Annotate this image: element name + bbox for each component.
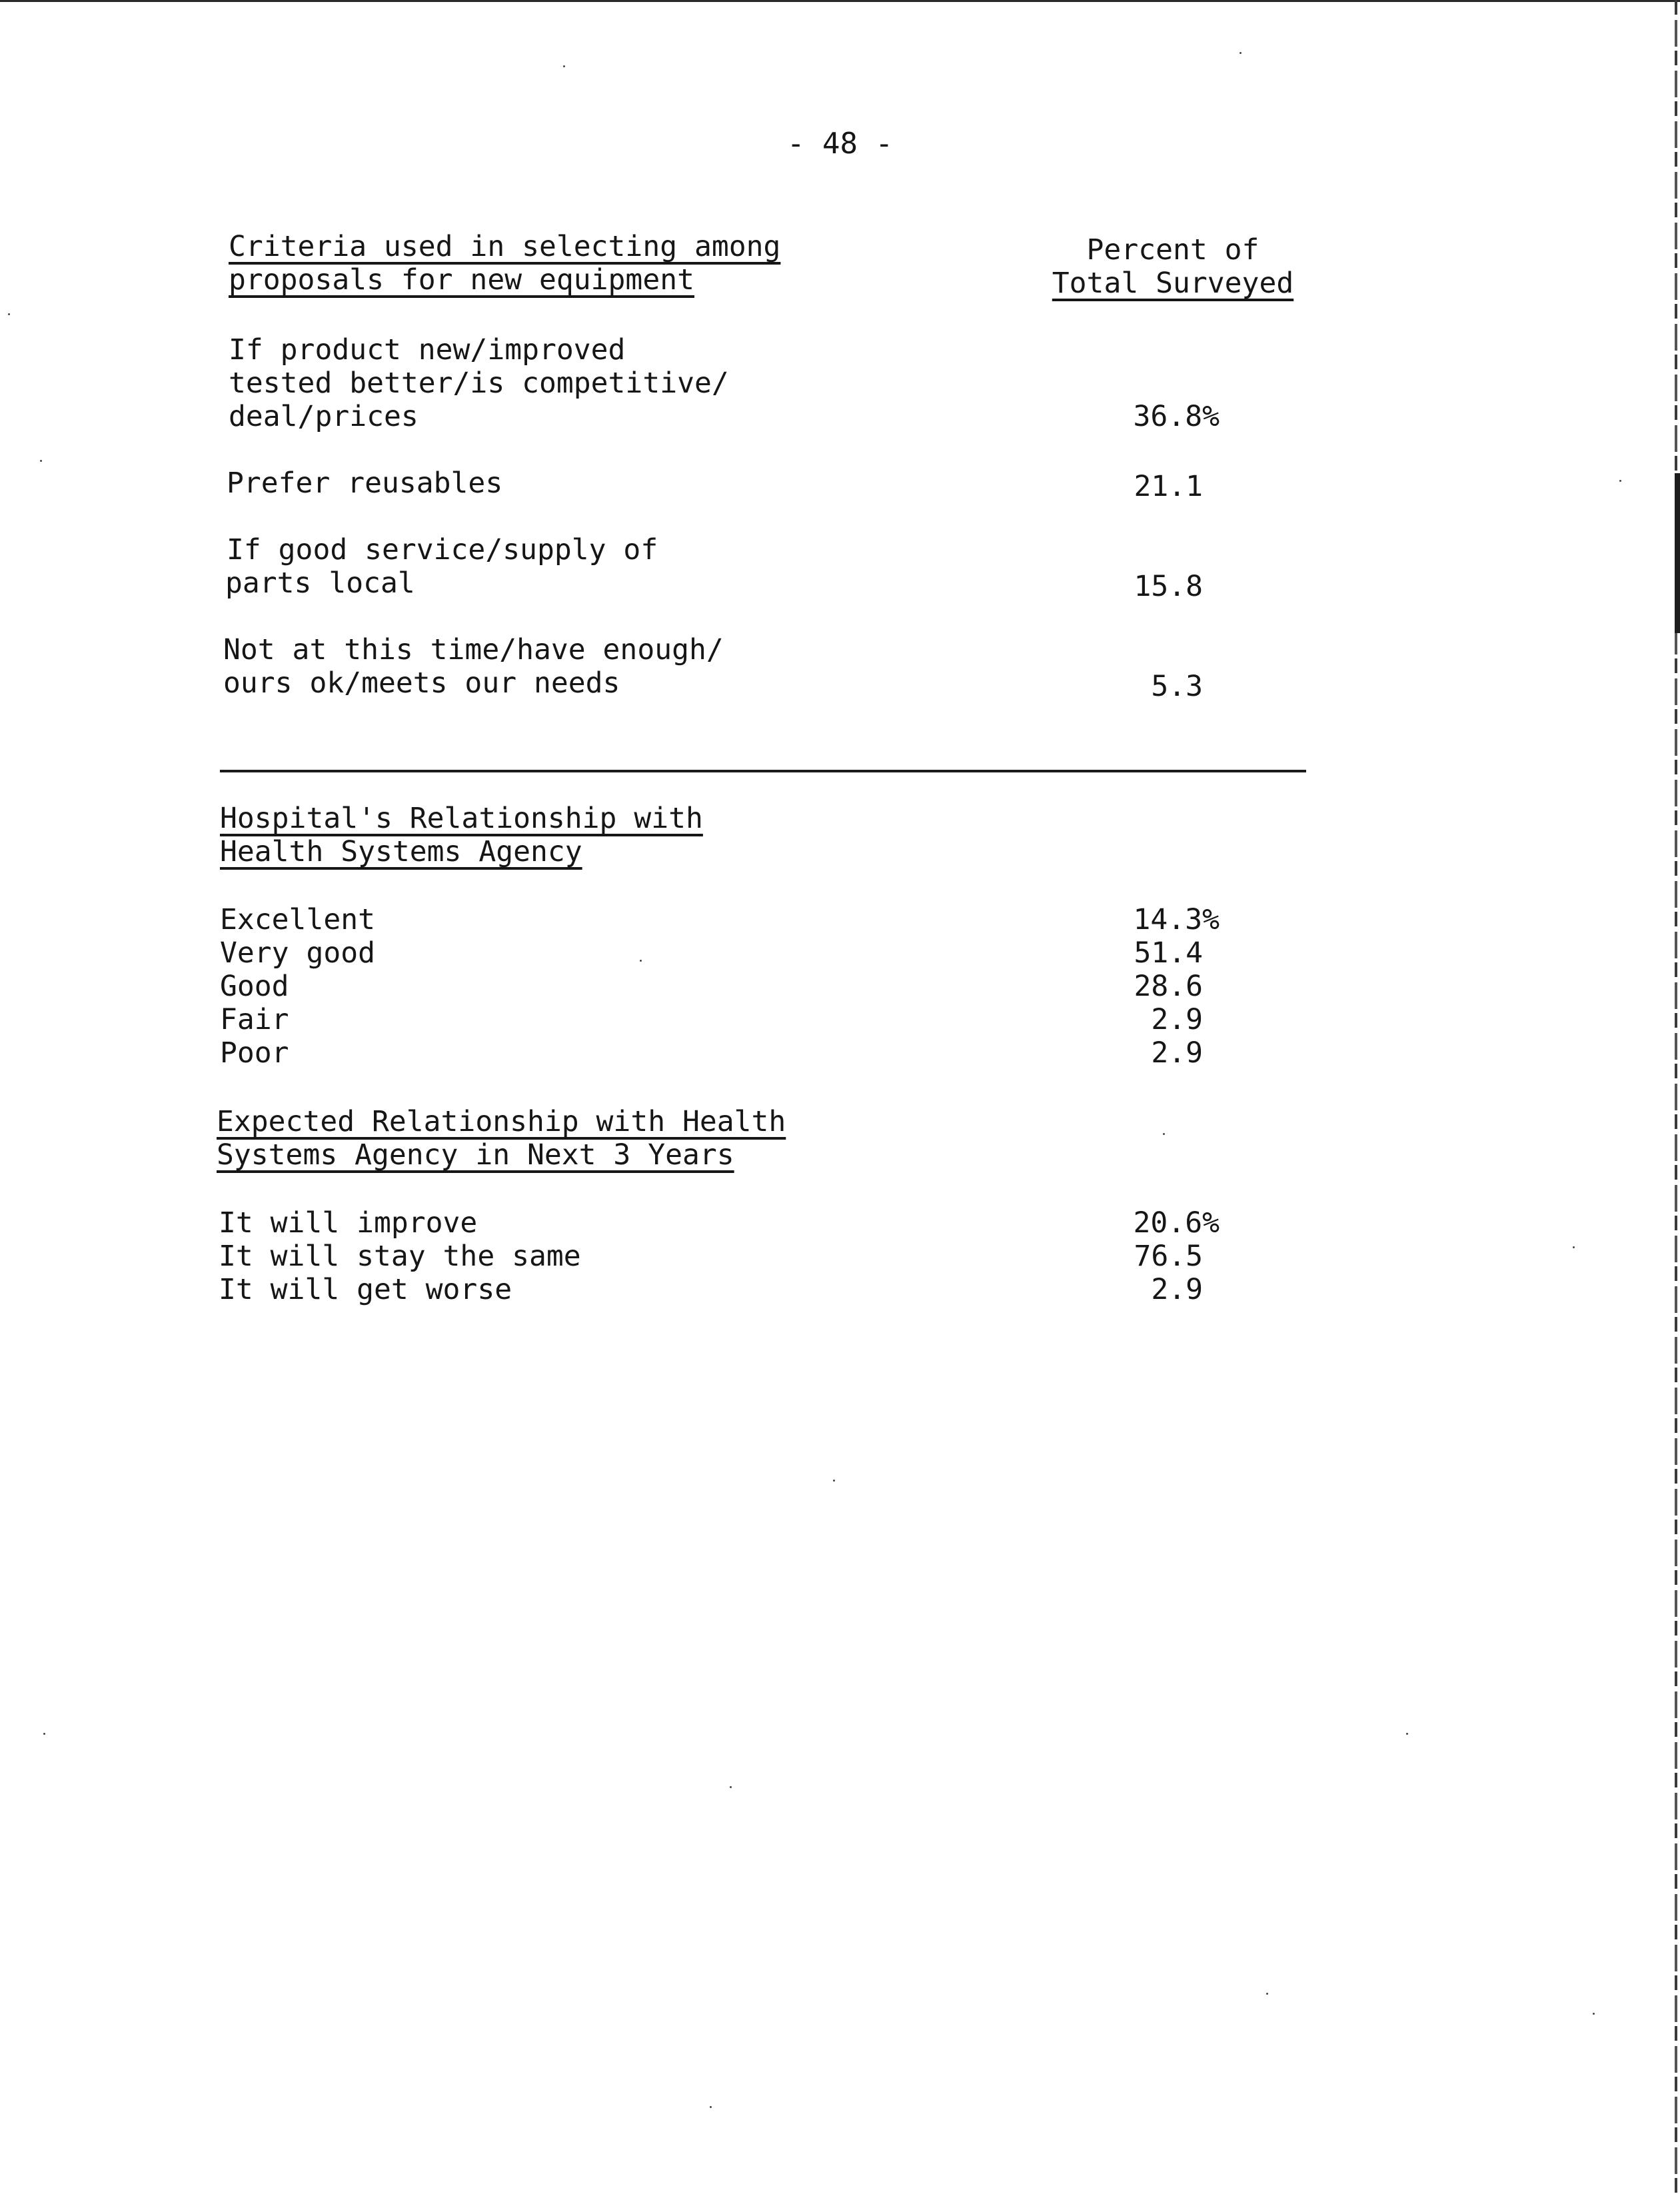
relationship-row-label: Good: [220, 970, 289, 1003]
column-header-line2: Total Surveyed: [1052, 267, 1294, 300]
scan-speck: [1266, 1993, 1268, 1995]
relationship-row-value: 2.9: [1151, 1003, 1203, 1036]
scan-speck: [1240, 52, 1242, 54]
scan-speck: [8, 313, 10, 315]
expected-row-label: It will get worse: [219, 1273, 512, 1306]
section2-heading-line2: Health Systems Agency: [220, 835, 582, 868]
criteria-row3-line2: parts local: [225, 566, 415, 600]
section3-heading-line2: Systems Agency in Next 3 Years: [217, 1138, 734, 1172]
expected-row-value: 20.6%: [1133, 1206, 1220, 1240]
relationship-row-value: 2.9: [1151, 1036, 1203, 1070]
expected-row-value: 76.5: [1134, 1240, 1203, 1273]
expected-row-label: It will improve: [219, 1206, 478, 1240]
scan-speck: [710, 2106, 712, 2108]
scan-speck: [1619, 480, 1621, 482]
section1-heading-line1: Criteria used in selecting among: [229, 230, 781, 263]
page-edge-shadow: [1675, 0, 1677, 2194]
relationship-row-label: Poor: [220, 1036, 289, 1070]
relationship-row-value: 14.3%: [1133, 903, 1220, 936]
criteria-row1-line1: If product new/improved: [229, 333, 626, 367]
criteria-row1-line2: tested better/is competitive/: [229, 367, 729, 400]
criteria-row3-line1: If good service/supply of: [227, 533, 658, 566]
scan-speck: [1163, 1133, 1165, 1135]
scan-speck: [1593, 2013, 1595, 2015]
relationship-row-label: Very good: [220, 936, 375, 970]
relationship-row-label: Fair: [220, 1003, 289, 1036]
top-edge-line: [0, 0, 1680, 2]
criteria-row4-line1: Not at this time/have enough/: [223, 633, 724, 666]
scan-speck: [833, 1480, 835, 1482]
scan-speck: [1406, 1733, 1408, 1735]
criteria-row3-value: 15.8: [1134, 570, 1203, 603]
expected-row-label: It will stay the same: [219, 1240, 581, 1273]
section3-heading-line1: Expected Relationship with Health: [217, 1105, 786, 1138]
criteria-row1-line3: deal/prices: [229, 400, 419, 433]
page-number: - 48 -: [787, 127, 893, 161]
section2-heading-line1: Hospital's Relationship with: [220, 802, 703, 835]
scan-speck: [730, 1786, 732, 1788]
section1-heading-line2: proposals for new equipment: [229, 263, 694, 297]
criteria-row4-line2: ours ok/meets our needs: [223, 666, 620, 700]
scan-speck: [563, 65, 565, 67]
expected-row-value: 2.9: [1151, 1273, 1203, 1306]
section-divider: [220, 770, 1306, 772]
page-edge-mark: [1675, 473, 1680, 633]
criteria-row4-value: 5.3: [1151, 670, 1203, 703]
scan-speck: [640, 960, 642, 962]
criteria-row1-value: 36.8%: [1133, 400, 1220, 433]
relationship-row-value: 51.4: [1134, 936, 1203, 970]
relationship-row-value: 28.6: [1134, 970, 1203, 1003]
scan-speck: [40, 460, 42, 462]
relationship-row-label: Excellent: [220, 903, 375, 936]
scan-speck: [1573, 1246, 1575, 1248]
column-header-line1: Percent of: [1086, 233, 1260, 267]
criteria-row2-line1: Prefer reusables: [227, 467, 503, 500]
scan-speck: [43, 1733, 45, 1735]
criteria-row2-value: 21.1: [1134, 470, 1203, 503]
